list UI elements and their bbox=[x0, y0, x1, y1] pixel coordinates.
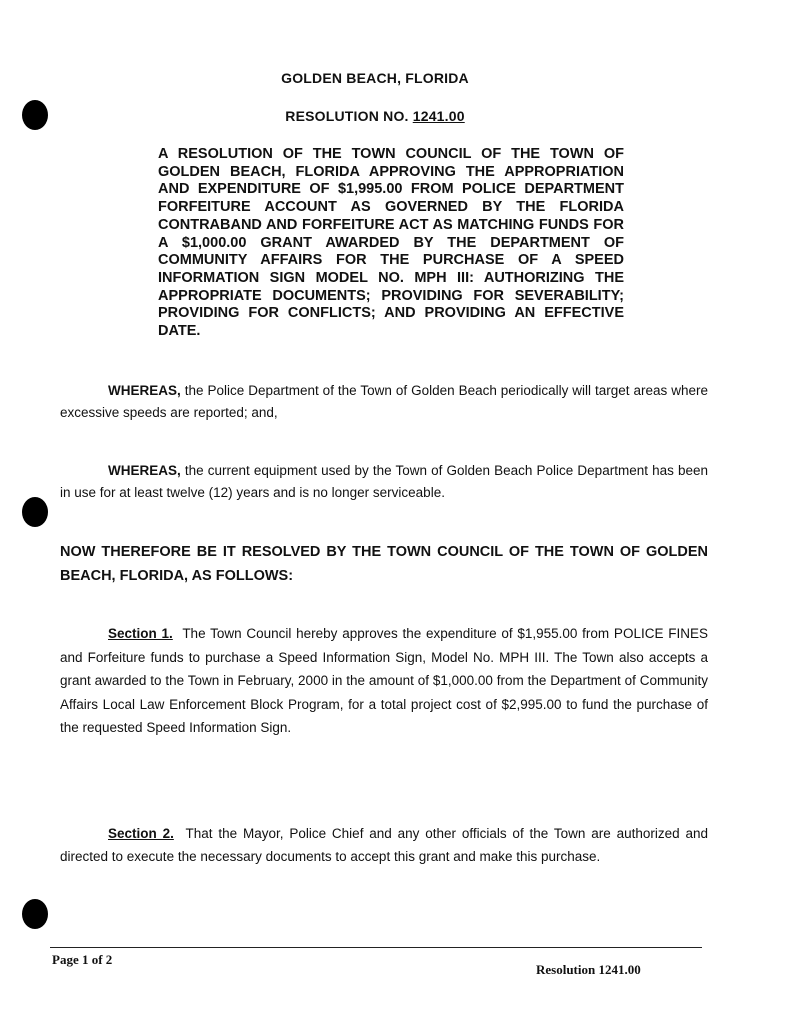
resolution-summary: A RESOLUTION OF THE TOWN COUNCIL OF THE TOWN OF GOLDEN BEACH, FLORIDA APPROVING THE APPROPRIATION AND EXPENDITURE OF $1,995.00 FROM POLICE DEPARTMENT FORFEITURE ACCOUNT AS GOVERNED BY THE FLORIDA CONTRABAND AND FORFEITURE ACT AS MATCHING FUNDS FOR A $1,000.00 GRANT AWARDED BY THE DEPARTMENT OF COMMUNITY AFFAIRS FOR THE PURCHASE OF A SPEED INFORMATION SIGN MODEL NO. MPH III: AUTHORIZING THE APPROPRIATE DOCUMENTS; PROVIDING FOR SEVERABILITY; PROVIDING FOR CONFLICTS; AND PROVIDING AN EFFECTIVE DATE. bbox=[158, 146, 624, 340]
whereas-paragraph-1 bbox=[60, 380, 708, 424]
whereas-lead-2: WHEREAS, bbox=[108, 463, 181, 478]
footer-resolution-number: Resolution 1241.00 bbox=[536, 962, 641, 977]
section-1-paragraph bbox=[60, 622, 708, 740]
document-town-heading: GOLDEN BEACH, FLORIDA bbox=[281, 70, 469, 86]
footer-page-number: Page 1 of 2 bbox=[52, 952, 113, 967]
section-2-text: That the Mayor, Police Chief and any other officials of the Town are authorized and directed to execute the necessary documents to accept this grant and make this purchase. bbox=[60, 826, 708, 864]
resolution-number: 1241.00 bbox=[412, 108, 465, 124]
whereas-text-2: the current equipment used by the Town of Golden Beach Police Department has been in use for at least twelve (12) years and is no longer serviceable. bbox=[60, 463, 708, 500]
whereas-paragraph-2 bbox=[60, 460, 708, 504]
punch-hole-bottom bbox=[22, 899, 48, 929]
whereas-lead-1: WHEREAS, bbox=[108, 383, 181, 398]
section-2-label: Section 2. bbox=[108, 826, 174, 841]
footer-rule bbox=[50, 947, 702, 948]
whereas-text-1: the Police Department of the Town of Golden Beach periodically will target areas where excessive speeds are reported; and, bbox=[60, 383, 708, 420]
resolution-label: RESOLUTION NO. bbox=[285, 108, 409, 124]
section-1-text: The Town Council hereby approves the expenditure of $1,955.00 from POLICE FINES and Forfeiture funds to purchase a Speed Information Sign, Model No. MPH III. The Town also accepts a grant awarded to the Town in February, 2000 in the amount of $1,000.00 from the Department of Community Affairs Local Law Enforcement Block Program, for a total project cost of $2,995.00 to fund the purchase of the requested Speed Information Sign. bbox=[60, 626, 708, 735]
resolution-heading bbox=[0, 108, 750, 124]
section-2-paragraph bbox=[60, 822, 708, 868]
section-1-label: Section 1. bbox=[108, 626, 173, 641]
punch-hole-middle bbox=[22, 497, 48, 527]
resolved-clause: NOW THEREFORE BE IT RESOLVED BY THE TOWN COUNCIL OF THE TOWN OF GOLDEN BEACH, FLORIDA, AS FOLLOWS: bbox=[60, 544, 708, 584]
